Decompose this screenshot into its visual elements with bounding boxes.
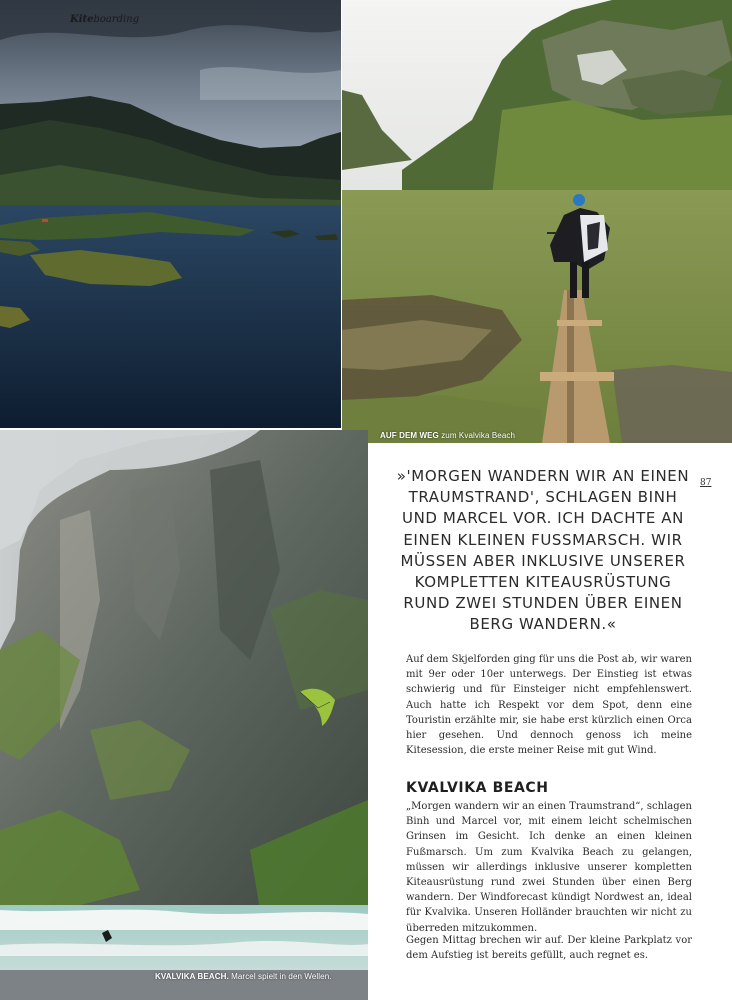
hike-caption-lead: AUF DEM WEG	[380, 431, 439, 440]
hike-photo-caption	[380, 431, 515, 440]
cliff-photo-caption	[155, 972, 332, 981]
cliff-photo	[0, 430, 368, 1000]
article-subheading: KVALVIKA BEACH	[406, 780, 549, 796]
section-label-rest: boarding	[93, 14, 140, 25]
fjord-photo	[0, 0, 341, 428]
hike-photo	[342, 0, 732, 443]
article-paragraph-2: „Morgen wandern wir an einen Traumstrand“, schlagen Binh und Marcel vor, mit einem leicht schelmischen Grinsen im Gesicht. Ich denke an einen kleinen Fußmarsch. Um zum Kvalvika Beach zu gelangen, müssen wir allerdings inklusive unserer kompletten Kiteausrüstung rund zwei Stunden über einen Berg wandern. Der Windforecast kündigt Nordwest an, ideal für Kvalvika. Unseren Holländer brauchten wir nicht zu überreden mitzukommen.	[406, 801, 692, 934]
cliff-caption-rest: Marcel spielt in den Wellen.	[228, 972, 332, 981]
cliff-caption-lead: KVALVIKA BEACH.	[155, 972, 229, 981]
page-number: 87	[700, 478, 712, 488]
article-paragraph-3: Gegen Mittag brechen wir auf. Der kleine Parkplatz vor dem Aufstieg ist bereits gefüllt, auch regnet es.	[406, 935, 692, 962]
article-paragraph-1: Auf dem Skjelforden ging für uns die Post ab, wir waren mit 9er oder 10er unterwegs. Der Einstieg ist etwas schwierig und für Einsteiger nicht empfehlenswert. Auch hatte ich Respekt vor dem Spot, denn eine Touristin erzählte mir, sie habe erst kürzlich einen Orca hier gesehen. Und dennoch genoss ich meine Kitesession, die erste meiner Reise mit gut Wind.	[406, 654, 692, 757]
hike-caption-rest: zum Kvalvika Beach	[438, 431, 516, 440]
section-label-bold: Kite	[70, 14, 94, 25]
pull-quote: »'MORGEN WANDERN WIR AN EINEN TRAUMSTRAND', SCHLAGEN BINH UND MARCEL VOR. ICH DACHTE AN EINEN KLEINEN FUSSMARSCH. WIR MÜSSEN ABER INKLUSIVE UNSERER KOMPLETTEN KITEAUSRÜSTUNG RUND ZWEI STUNDEN ÜBER EINEN BERG WANDERN.«	[396, 467, 690, 634]
section-label	[70, 14, 139, 25]
